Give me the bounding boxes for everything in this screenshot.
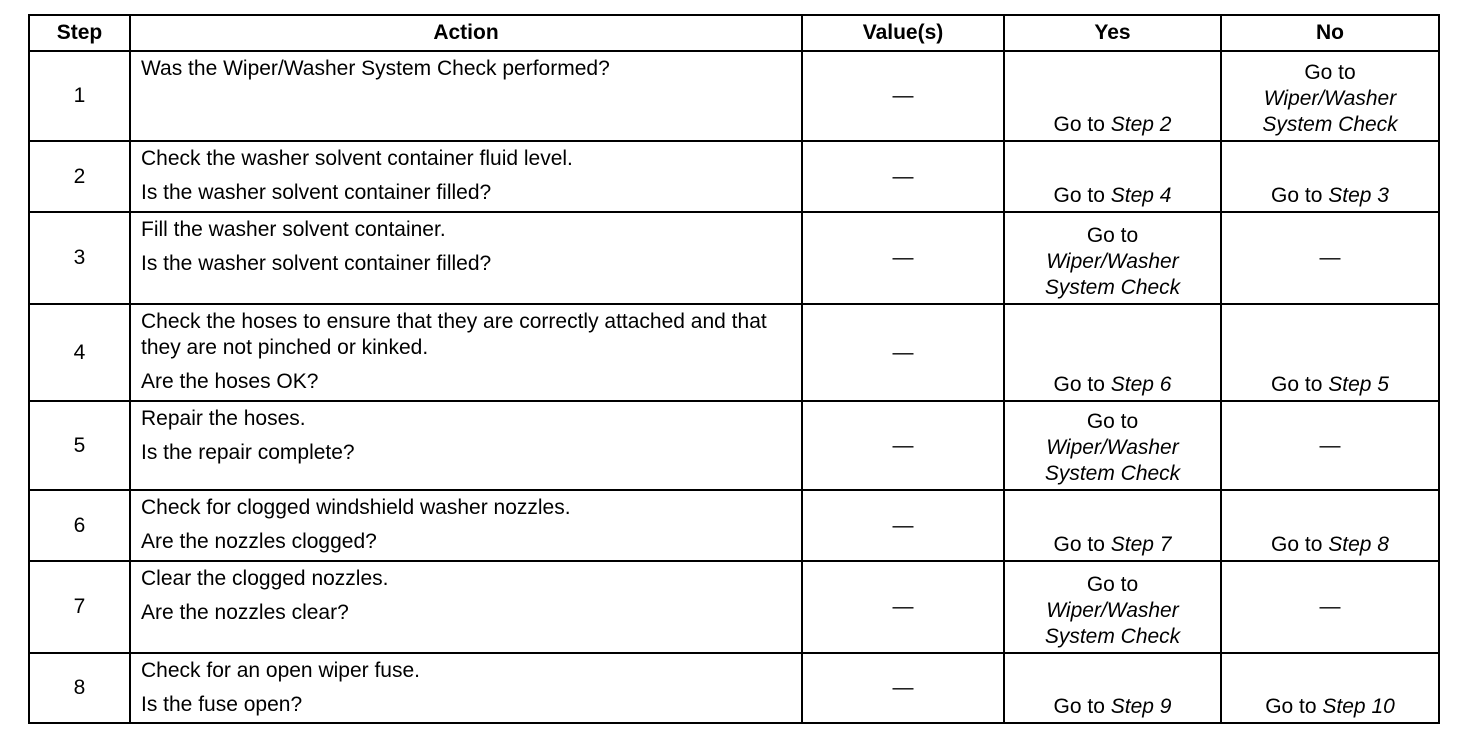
yes-goto: Go to bbox=[1086, 410, 1139, 433]
value-cell: — bbox=[802, 561, 1004, 653]
action-question: Is the washer solvent container filled? bbox=[141, 181, 492, 204]
header-action: Action bbox=[130, 15, 802, 51]
yes-cell bbox=[1004, 490, 1221, 561]
action-question: Is the repair complete? bbox=[141, 441, 355, 464]
table-row bbox=[29, 141, 1439, 212]
table-row bbox=[29, 51, 1439, 141]
no-target-link[interactable]: Step 8 bbox=[1328, 533, 1389, 556]
action-cell bbox=[130, 51, 802, 141]
no-cell bbox=[1221, 653, 1439, 723]
yes-goto: Go to bbox=[1053, 113, 1105, 136]
no-cell: — bbox=[1221, 212, 1439, 304]
yes-cell bbox=[1004, 653, 1221, 723]
step-number: 6 bbox=[29, 490, 130, 561]
action-question: Is the washer solvent container filled? bbox=[141, 252, 492, 275]
yes-target-link[interactable]: Wiper/Washer bbox=[1046, 250, 1179, 273]
yes-goto: Go to bbox=[1053, 184, 1105, 207]
value-cell: — bbox=[802, 490, 1004, 561]
no-cell: — bbox=[1221, 561, 1439, 653]
table-row bbox=[29, 212, 1439, 304]
no-goto: Go to bbox=[1304, 61, 1356, 84]
no-cell: — bbox=[1221, 401, 1439, 490]
action-cell bbox=[130, 561, 802, 653]
yes-target-link[interactable]: System Check bbox=[1044, 276, 1181, 299]
no-goto: Go to bbox=[1271, 373, 1323, 396]
action-cell bbox=[130, 212, 802, 304]
action-cell bbox=[130, 141, 802, 212]
table-row bbox=[29, 304, 1439, 401]
yes-goto: Go to bbox=[1086, 573, 1139, 596]
yes-target-link[interactable]: System Check bbox=[1044, 462, 1181, 485]
table-row bbox=[29, 490, 1439, 561]
table-row bbox=[29, 401, 1439, 490]
action-cell bbox=[130, 304, 802, 401]
yes-cell bbox=[1004, 561, 1221, 653]
header-values: Value(s) bbox=[802, 15, 1004, 51]
yes-goto: Go to bbox=[1053, 373, 1105, 396]
step-number: 8 bbox=[29, 653, 130, 723]
yes-cell bbox=[1004, 401, 1221, 490]
yes-target-link[interactable]: Step 2 bbox=[1110, 113, 1172, 136]
yes-target-link[interactable]: Step 6 bbox=[1110, 373, 1172, 396]
no-goto: Go to bbox=[1265, 695, 1317, 718]
no-cell bbox=[1221, 141, 1439, 212]
yes-target-link[interactable]: Step 9 bbox=[1110, 695, 1172, 718]
value-cell: — bbox=[802, 51, 1004, 141]
header-no: No bbox=[1221, 15, 1439, 51]
action-text: Was the Wiper/Washer System Check performed? bbox=[141, 57, 610, 80]
action-cell bbox=[130, 401, 802, 490]
action-text: Clear the clogged nozzles. bbox=[141, 567, 389, 590]
action-question: Are the hoses OK? bbox=[141, 370, 319, 393]
yes-target-link[interactable]: Wiper/Washer bbox=[1046, 436, 1179, 459]
action-text: Check for an open wiper fuse. bbox=[141, 659, 420, 682]
action-text: Repair the hoses. bbox=[141, 407, 306, 430]
value-cell: — bbox=[802, 304, 1004, 401]
action-question: Is the fuse open? bbox=[141, 693, 303, 716]
no-target-link[interactable]: Step 5 bbox=[1328, 373, 1389, 396]
value-cell: — bbox=[802, 401, 1004, 490]
table-row bbox=[29, 653, 1439, 723]
no-target-link[interactable]: Step 3 bbox=[1328, 184, 1389, 207]
no-target-link[interactable]: Step 10 bbox=[1322, 695, 1395, 718]
step-number: 4 bbox=[29, 304, 130, 401]
action-text: Fill the washer solvent container. bbox=[141, 218, 446, 241]
value-cell: — bbox=[802, 212, 1004, 304]
yes-goto: Go to bbox=[1053, 533, 1105, 556]
action-text: Check the washer solvent container fluid level. bbox=[141, 147, 573, 170]
yes-goto: Go to bbox=[1053, 695, 1105, 718]
yes-target-link[interactable]: Wiper/Washer bbox=[1046, 599, 1179, 622]
table-header-row bbox=[29, 15, 1439, 51]
yes-cell bbox=[1004, 141, 1221, 212]
action-cell bbox=[130, 490, 802, 561]
yes-cell bbox=[1004, 212, 1221, 304]
yes-target-link[interactable]: Step 7 bbox=[1110, 533, 1172, 556]
header-step: Step bbox=[29, 15, 130, 51]
no-cell bbox=[1221, 490, 1439, 561]
value-cell: — bbox=[802, 653, 1004, 723]
step-number: 7 bbox=[29, 561, 130, 653]
value-cell: — bbox=[802, 141, 1004, 212]
step-number: 1 bbox=[29, 51, 130, 141]
yes-cell bbox=[1004, 304, 1221, 401]
diagnostic-table bbox=[28, 14, 1440, 724]
no-target-link[interactable]: System Check bbox=[1262, 113, 1398, 136]
header-yes: Yes bbox=[1004, 15, 1221, 51]
step-number: 3 bbox=[29, 212, 130, 304]
step-number: 5 bbox=[29, 401, 130, 490]
yes-target-link[interactable]: System Check bbox=[1044, 625, 1181, 648]
table-row bbox=[29, 561, 1439, 653]
action-text: Check for clogged windshield washer nozzles. bbox=[141, 496, 571, 519]
no-goto: Go to bbox=[1271, 184, 1323, 207]
no-target-link[interactable]: Wiper/Washer bbox=[1263, 87, 1397, 110]
no-cell bbox=[1221, 304, 1439, 401]
no-goto: Go to bbox=[1271, 533, 1323, 556]
step-number: 2 bbox=[29, 141, 130, 212]
yes-cell bbox=[1004, 51, 1221, 141]
action-question: Are the nozzles clogged? bbox=[141, 530, 377, 553]
no-cell bbox=[1221, 51, 1439, 141]
yes-goto: Go to bbox=[1086, 224, 1139, 247]
action-text: Check the hoses to ensure that they are correctly attached and that they are not pinched or kinked. bbox=[141, 310, 767, 359]
action-cell bbox=[130, 653, 802, 723]
yes-target-link[interactable]: Step 4 bbox=[1110, 184, 1172, 207]
action-question: Are the nozzles clear? bbox=[141, 601, 349, 624]
